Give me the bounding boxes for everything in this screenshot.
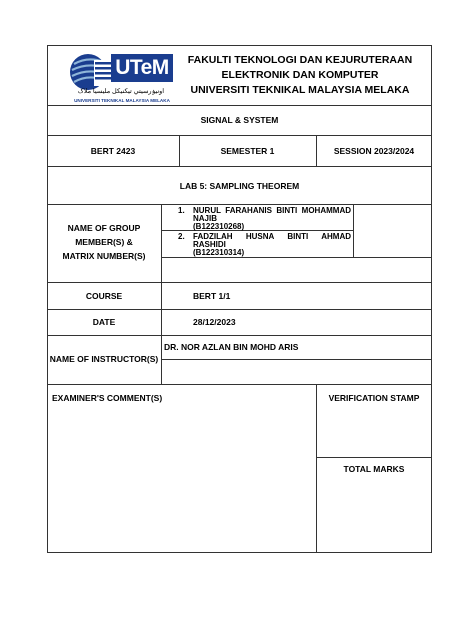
- course-code: BERT 2423: [90, 146, 136, 156]
- group-label-line2: MEMBER(S) &: [75, 237, 133, 247]
- total-marks-label: TOTAL MARKS: [343, 464, 405, 474]
- lab-title: LAB 5: SAMPLING THEOREM: [179, 181, 300, 191]
- member-1-name-line2: NAJIB: [193, 214, 218, 223]
- date-value: 28/12/2023: [193, 317, 236, 327]
- instructor-label: NAME OF INSTRUCTOR(S): [49, 354, 159, 364]
- member-2-matrix: (B122310314): [193, 248, 245, 257]
- utem-logo: [64, 50, 178, 108]
- faculty-line1: FAKULTI TEKNOLOGI DAN KEJURUTERAAN: [187, 54, 413, 66]
- member-2-name-line2: RASHIDI: [193, 240, 226, 249]
- course-label: COURSE: [85, 291, 123, 301]
- course-value: BERT 1/1: [193, 291, 231, 301]
- instructor-value: DR. NOR AZLAN BIN MOHD ARIS: [164, 342, 299, 352]
- semester: SEMESTER 1: [220, 146, 275, 156]
- member-1-number: 1.: [178, 206, 185, 215]
- utem-emblem-icon: [68, 52, 112, 92]
- session: SESSION 2023/2024: [333, 146, 415, 156]
- utem-wordmark-text: UTeM: [115, 56, 169, 79]
- logo-arabic-script: اونيۏرسيتي تيكنيكل مليسيا ملاک: [77, 88, 165, 95]
- member-2-name-line1: FADZILAH HUSNA BINTI AHMAD: [193, 232, 351, 241]
- faculty-line2: ELEKTRONIK DAN KOMPUTER: [221, 69, 379, 81]
- examiner-comment-label: EXAMINER'S COMMENT(S): [52, 393, 163, 403]
- member-1-matrix: (B122310268): [193, 222, 245, 231]
- group-label-line1: NAME OF GROUP: [67, 223, 141, 233]
- group-label-line3: MATRIX NUMBER(S): [62, 251, 146, 261]
- member-1-name-line1: NURUL FARAHANIS BINTI MOHAMMAD: [193, 206, 351, 215]
- date-label: DATE: [92, 317, 116, 327]
- university-line: UNIVERSITI TEKNIKAL MALAYSIA MELAKA: [190, 84, 410, 96]
- subject-title: SIGNAL & SYSTEM: [200, 115, 279, 125]
- member-2-number: 2.: [178, 232, 185, 241]
- verification-stamp-label: VERIFICATION STAMP: [328, 393, 420, 403]
- logo-university-label: UNIVERSITI TEKNIKAL MALAYSIA MELAKA: [74, 98, 170, 103]
